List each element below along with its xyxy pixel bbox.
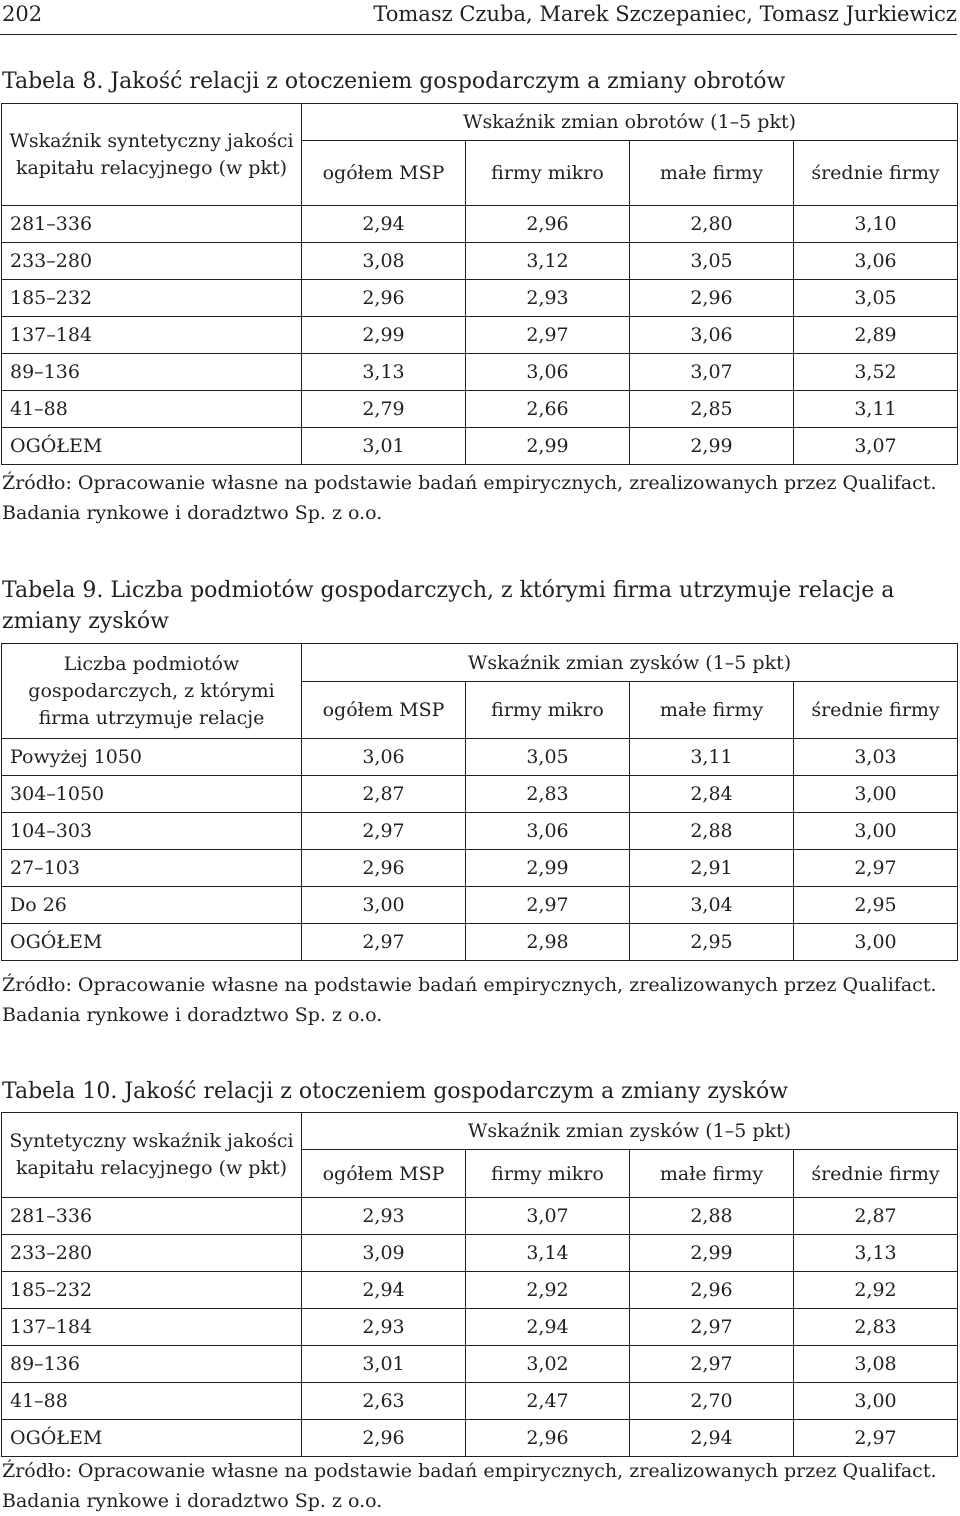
column-header-cell: firmy mikro [466,682,630,739]
value-cell: 2,97 [630,1346,794,1383]
table-row [2,317,958,354]
row-label-cell: 281–336 [2,1198,302,1235]
row-label-cell: OGÓŁEM [2,428,302,465]
value-cell: 2,88 [630,813,794,850]
value-cell: 3,07 [630,354,794,391]
row-label-cell: 89–136 [2,354,302,391]
value-cell: 3,14 [466,1235,630,1272]
value-cell: 3,06 [630,317,794,354]
value-cell: 2,66 [466,391,630,428]
value-cell: 2,98 [466,924,630,961]
table-row [2,206,958,243]
value-cell: 2,97 [794,1420,958,1457]
value-cell: 3,01 [302,428,466,465]
value-cell: 2,94 [302,1272,466,1309]
table-8-caption: Tabela 8. Jakość relacji z otoczeniem gospodarczym a zmiany obrotów [2,69,786,94]
value-cell: 3,05 [630,243,794,280]
value-cell: 2,97 [302,924,466,961]
table-10 [1,1112,958,1457]
row-label-cell: 89–136 [2,1346,302,1383]
value-cell: 3,52 [794,354,958,391]
value-cell: 2,99 [466,428,630,465]
value-cell: 2,79 [302,391,466,428]
value-cell: 2,94 [630,1420,794,1457]
value-cell: 2,97 [466,887,630,924]
table-row [2,813,958,850]
value-cell: 2,47 [466,1383,630,1420]
table-10-source-note: Źródło: Opracowanie własne na podstawie badań empirycznych, zrealizowanych przez Qualifact. Badania rynkowe i doradztwo Sp. z o.o. [2,1460,937,1512]
value-cell: 2,94 [302,206,466,243]
value-cell: 2,96 [466,206,630,243]
value-cell: 2,85 [630,391,794,428]
value-cell: 3,00 [302,887,466,924]
value-cell: 3,04 [630,887,794,924]
value-cell: 2,99 [466,850,630,887]
value-cell: 3,11 [630,739,794,776]
row-label-cell: 281–336 [2,206,302,243]
row-label-cell: 104–303 [2,813,302,850]
value-cell: 3,00 [794,1383,958,1420]
table-10-caption: Tabela 10. Jakość relacji z otoczeniem gospodarczym a zmiany zysków [2,1079,789,1104]
value-cell: 2,99 [630,428,794,465]
value-cell: 2,92 [794,1272,958,1309]
value-cell: 3,09 [302,1235,466,1272]
value-cell: 3,12 [466,243,630,280]
row-label-cell: 233–280 [2,1235,302,1272]
column-header-cell: małe firmy [630,141,794,206]
value-cell: 2,92 [466,1272,630,1309]
row-label-cell: 41–88 [2,1383,302,1420]
table-row [2,1420,958,1457]
value-cell: 2,97 [466,317,630,354]
column-header-cell: małe firmy [630,1150,794,1198]
table-row [2,887,958,924]
row-header-cell: Syntetyczny wskaźnik jakości kapitału relacyjnego (w pkt) [2,1113,302,1198]
value-cell: 2,88 [630,1198,794,1235]
table-row [2,739,958,776]
row-header-cell: Liczba podmiotów gospodarczych, z którymi firma utrzymuje relacje [2,644,302,739]
value-cell: 2,93 [466,280,630,317]
row-label-cell: Powyżej 1050 [2,739,302,776]
column-header-cell: średnie firmy [794,1150,958,1198]
row-label-cell: 233–280 [2,243,302,280]
value-cell: 3,10 [794,206,958,243]
table-8 [1,103,958,465]
row-label-cell: Do 26 [2,887,302,924]
value-cell: 2,91 [630,850,794,887]
value-cell: 2,96 [302,850,466,887]
value-cell: 3,07 [794,428,958,465]
column-header-cell: firmy mikro [466,1150,630,1198]
table-row [2,391,958,428]
running-head-authors: Tomasz Czuba, Marek Szczepaniec, Tomasz Jurkiewicz [373,2,957,26]
value-cell: 2,96 [466,1420,630,1457]
table-row [2,924,958,961]
value-cell: 3,05 [794,280,958,317]
value-cell: 3,02 [466,1346,630,1383]
table-row [2,1309,958,1346]
group-header-cell: Wskaźnik zmian zysków (1–5 pkt) [302,644,958,682]
value-cell: 3,11 [794,391,958,428]
table-row [2,850,958,887]
value-cell: 2,96 [630,1272,794,1309]
value-cell: 2,80 [630,206,794,243]
value-cell: 2,93 [302,1309,466,1346]
column-header-cell: średnie firmy [794,682,958,739]
table-row [2,243,958,280]
row-label-cell: OGÓŁEM [2,924,302,961]
value-cell: 3,13 [302,354,466,391]
value-cell: 3,08 [302,243,466,280]
value-cell: 3,07 [466,1198,630,1235]
table-8-source-note: Źródło: Opracowanie własne na podstawie badań empirycznych, zrealizowanych przez Qualifact. Badania rynkowe i doradztwo Sp. z o.o. [2,472,937,524]
table-row [2,1198,958,1235]
value-cell: 3,13 [794,1235,958,1272]
value-cell: 2,83 [794,1309,958,1346]
value-cell: 2,95 [630,924,794,961]
value-cell: 2,96 [302,1420,466,1457]
running-header [0,0,957,35]
table-row [2,354,958,391]
row-label-cell: 137–184 [2,1309,302,1346]
value-cell: 3,08 [794,1346,958,1383]
value-cell: 2,94 [466,1309,630,1346]
value-cell: 2,70 [630,1383,794,1420]
value-cell: 2,96 [630,280,794,317]
value-cell: 2,95 [794,887,958,924]
value-cell: 2,99 [630,1235,794,1272]
value-cell: 3,06 [466,354,630,391]
value-cell: 2,97 [302,813,466,850]
value-cell: 3,01 [302,1346,466,1383]
table-row [2,1346,958,1383]
row-label-cell: 185–232 [2,1272,302,1309]
column-header-cell: średnie firmy [794,141,958,206]
value-cell: 3,00 [794,924,958,961]
row-header-cell: Wskaźnik syntetyczny jakości kapitału relacyjnego (w pkt) [2,104,302,206]
table-9 [1,643,958,961]
column-header-cell: małe firmy [630,682,794,739]
value-cell: 2,84 [630,776,794,813]
table-9-source-note: Źródło: Opracowanie własne na podstawie badań empirycznych, zrealizowanych przez Qualifact. Badania rynkowe i doradztwo Sp. z o.o. [2,974,937,1026]
value-cell: 3,06 [302,739,466,776]
table-row [2,280,958,317]
row-label-cell: 41–88 [2,391,302,428]
column-header-cell: ogółem MSP [302,682,466,739]
value-cell: 2,89 [794,317,958,354]
row-label-cell: OGÓŁEM [2,1420,302,1457]
group-header-cell: Wskaźnik zmian obrotów (1–5 pkt) [302,104,958,141]
value-cell: 2,97 [630,1309,794,1346]
row-label-cell: 137–184 [2,317,302,354]
value-cell: 3,00 [794,813,958,850]
value-cell: 3,05 [466,739,630,776]
column-header-cell: firmy mikro [466,141,630,206]
group-header-cell: Wskaźnik zmian zysków (1–5 pkt) [302,1113,958,1150]
value-cell: 2,96 [302,280,466,317]
table-row [2,1383,958,1420]
page-number: 202 [2,2,43,26]
value-cell: 3,06 [794,243,958,280]
value-cell: 2,99 [302,317,466,354]
table-row [2,776,958,813]
value-cell: 2,87 [794,1198,958,1235]
table-row [2,1272,958,1309]
row-label-cell: 185–232 [2,280,302,317]
table-9-caption: Tabela 9. Liczba podmiotów gospodarczych, z którymi firma utrzymuje relacje a zmiany zysków [2,578,895,634]
table-row [2,428,958,465]
row-label-cell: 304–1050 [2,776,302,813]
value-cell: 2,97 [794,850,958,887]
value-cell: 2,87 [302,776,466,813]
value-cell: 2,83 [466,776,630,813]
row-label-cell: 27–103 [2,850,302,887]
column-header-cell: ogółem MSP [302,141,466,206]
value-cell: 3,03 [794,739,958,776]
column-header-cell: ogółem MSP [302,1150,466,1198]
value-cell: 2,93 [302,1198,466,1235]
value-cell: 3,06 [466,813,630,850]
table-row [2,1235,958,1272]
value-cell: 2,63 [302,1383,466,1420]
value-cell: 3,00 [794,776,958,813]
